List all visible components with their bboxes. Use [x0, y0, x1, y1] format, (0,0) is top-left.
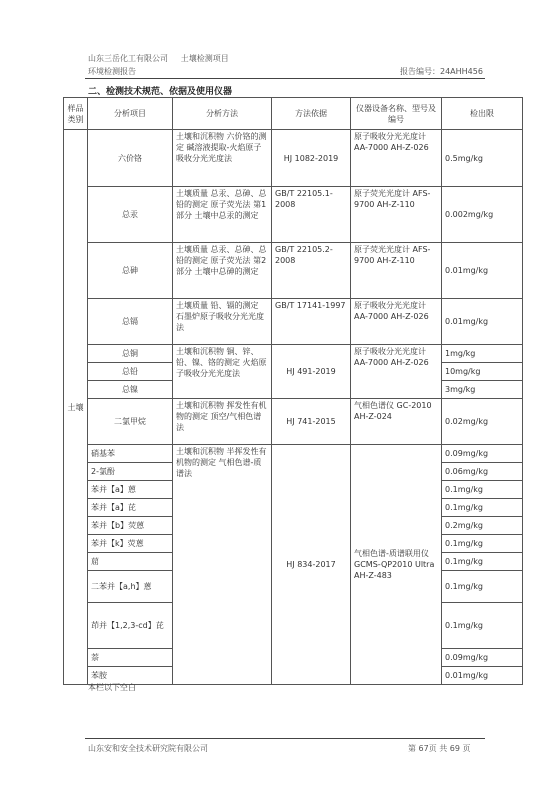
- table-row: [64, 299, 523, 345]
- analysis-item: 2-氯酚: [88, 463, 173, 481]
- col-header-instrument: 仪器设备名称、型号及编号: [351, 98, 442, 130]
- analysis-item: 总铅: [88, 363, 173, 381]
- detection-limit: 0.01mg/kg: [442, 243, 523, 299]
- method-basis: GB/T 22105.1-2008: [272, 187, 351, 243]
- method-basis: GB/T 22105.2-2008: [272, 243, 351, 299]
- header-report-no: 报告编号：24AHH456: [400, 67, 483, 76]
- instrument: 原子荧光光度计 AFS-9700 AH-Z-110: [351, 187, 442, 243]
- method-basis: HJ 1082-2019: [272, 130, 351, 187]
- detection-limit: 0.002mg/kg: [442, 187, 523, 243]
- instrument: 原子吸收分光光度计 AA-7000 AH-Z-026: [351, 299, 442, 345]
- footer-page-number: 第 67页 共 69 页: [408, 744, 471, 753]
- analysis-item: 总镉: [88, 299, 173, 345]
- table-row: [64, 130, 523, 187]
- col-header-item: 分析项目: [88, 98, 173, 130]
- analysis-method: 土壤和沉积物 铜、锌、铅、镍、铬的测定 火焰原子吸收分光光度法: [173, 345, 272, 399]
- analysis-item: 苯并【a】芘: [88, 499, 173, 517]
- header-rule: [85, 78, 485, 79]
- method-basis: HJ 741-2015: [272, 399, 351, 445]
- analysis-item: 苯并【a】蒽: [88, 481, 173, 499]
- header-company: 山东三岳化工有限公司: [88, 54, 168, 63]
- detection-limit: 0.09mg/kg: [442, 649, 523, 667]
- analysis-item: 茚并【1,2,3-cd】芘: [88, 603, 173, 649]
- method-table: [63, 97, 523, 685]
- analysis-method: 土壤和沉积物 半挥发性有机物的测定 气相色谱-质谱法: [173, 445, 272, 685]
- analysis-method: 土壤质量 总汞、总砷、总铅的测定 原子荧光法 第2部分 土壤中总砷的测定: [173, 243, 272, 299]
- instrument: 原子荧光光度计 AFS-9700 AH-Z-110: [351, 243, 442, 299]
- detection-limit: 0.06mg/kg: [442, 463, 523, 481]
- analysis-item: 苯并【k】荧蒽: [88, 535, 173, 553]
- analysis-item: 总砷: [88, 243, 173, 299]
- analysis-item: 苯胺: [88, 667, 173, 685]
- table-row: [64, 345, 523, 363]
- instrument: 气相色谱仪 GC-2010 AH-Z-024: [351, 399, 442, 445]
- header-report-type: 环境检测报告: [88, 67, 136, 76]
- detection-limit: 1mg/kg: [442, 345, 523, 363]
- instrument: 气相色谱-质谱联用仪 GCMS-QP2010 Ultra AH-Z-483: [351, 445, 442, 685]
- detection-limit: 0.1mg/kg: [442, 571, 523, 603]
- analysis-method: 土壤质量 铅、镉的测定 石墨炉原子吸收分光光度法: [173, 299, 272, 345]
- analysis-method: 土壤质量 总汞、总砷、总铅的测定 原子荧光法 第1部分 土壤中总汞的测定: [173, 187, 272, 243]
- analysis-item: 总汞: [88, 187, 173, 243]
- detection-limit: 0.5mg/kg: [442, 130, 523, 187]
- col-header-method: 分析方法: [173, 98, 272, 130]
- analysis-item: 萘: [88, 649, 173, 667]
- analysis-item: 二苯并【a,h】蒽: [88, 571, 173, 603]
- table-header-row: [64, 98, 523, 130]
- sample-category: 土壤: [64, 130, 88, 685]
- analysis-item: 二氯甲烷: [88, 399, 173, 445]
- detection-limit: 0.2mg/kg: [442, 517, 523, 535]
- method-basis: HJ 834-2017: [272, 445, 351, 685]
- analysis-item: 硝基苯: [88, 445, 173, 463]
- analysis-item: 六价铬: [88, 130, 173, 187]
- detection-limit: 0.01mg/kg: [442, 299, 523, 345]
- detection-limit: 0.1mg/kg: [442, 535, 523, 553]
- instrument: 原子吸收分光光度计 AA-7000 AH-Z-026: [351, 130, 442, 187]
- col-header-limit: 检出限: [442, 98, 523, 130]
- col-header-category: 样品类别: [64, 98, 88, 130]
- detection-limit: 0.09mg/kg: [442, 445, 523, 463]
- analysis-item: 总铜: [88, 345, 173, 363]
- table-row: [64, 445, 523, 463]
- analysis-item: 䓛: [88, 553, 173, 571]
- detection-limit: 0.1mg/kg: [442, 603, 523, 649]
- header-project: 土壤检测项目: [180, 54, 229, 63]
- footer-rule: [85, 738, 485, 739]
- analysis-method: 土壤和沉积物 挥发性有机物的测定 顶空/气相色谱法: [173, 399, 272, 445]
- section-title: 二、检测技术规范、依据及使用仪器: [88, 87, 233, 97]
- table-row: [64, 399, 523, 445]
- method-basis: GB/T 17141-1997: [272, 299, 351, 345]
- footer-company: 山东安和安全技术研究院有限公司: [88, 744, 208, 753]
- table-row: [64, 187, 523, 243]
- tail-note: 本栏以下空白: [88, 683, 136, 692]
- detection-limit: 0.1mg/kg: [442, 481, 523, 499]
- col-header-basis: 方法依据: [272, 98, 351, 130]
- analysis-method: 土壤和沉积物 六价铬的测定 碱溶液提取-火焰原子吸收分光光度法: [173, 130, 272, 187]
- detection-limit: 0.1mg/kg: [442, 499, 523, 517]
- detection-limit: 3mg/kg: [442, 381, 523, 399]
- table-row: [64, 243, 523, 299]
- method-basis: HJ 491-2019: [272, 345, 351, 399]
- detection-limit: 0.01mg/kg: [442, 667, 523, 685]
- detection-limit: 0.1mg/kg: [442, 553, 523, 571]
- detection-limit: 0.02mg/kg: [442, 399, 523, 445]
- header-company-project: [88, 54, 229, 64]
- analysis-item: 总镍: [88, 381, 173, 399]
- instrument: 原子吸收分光光度计 AA-7000 AH-Z-026: [351, 345, 442, 399]
- detection-limit: 10mg/kg: [442, 363, 523, 381]
- analysis-item: 苯并【b】荧蒽: [88, 517, 173, 535]
